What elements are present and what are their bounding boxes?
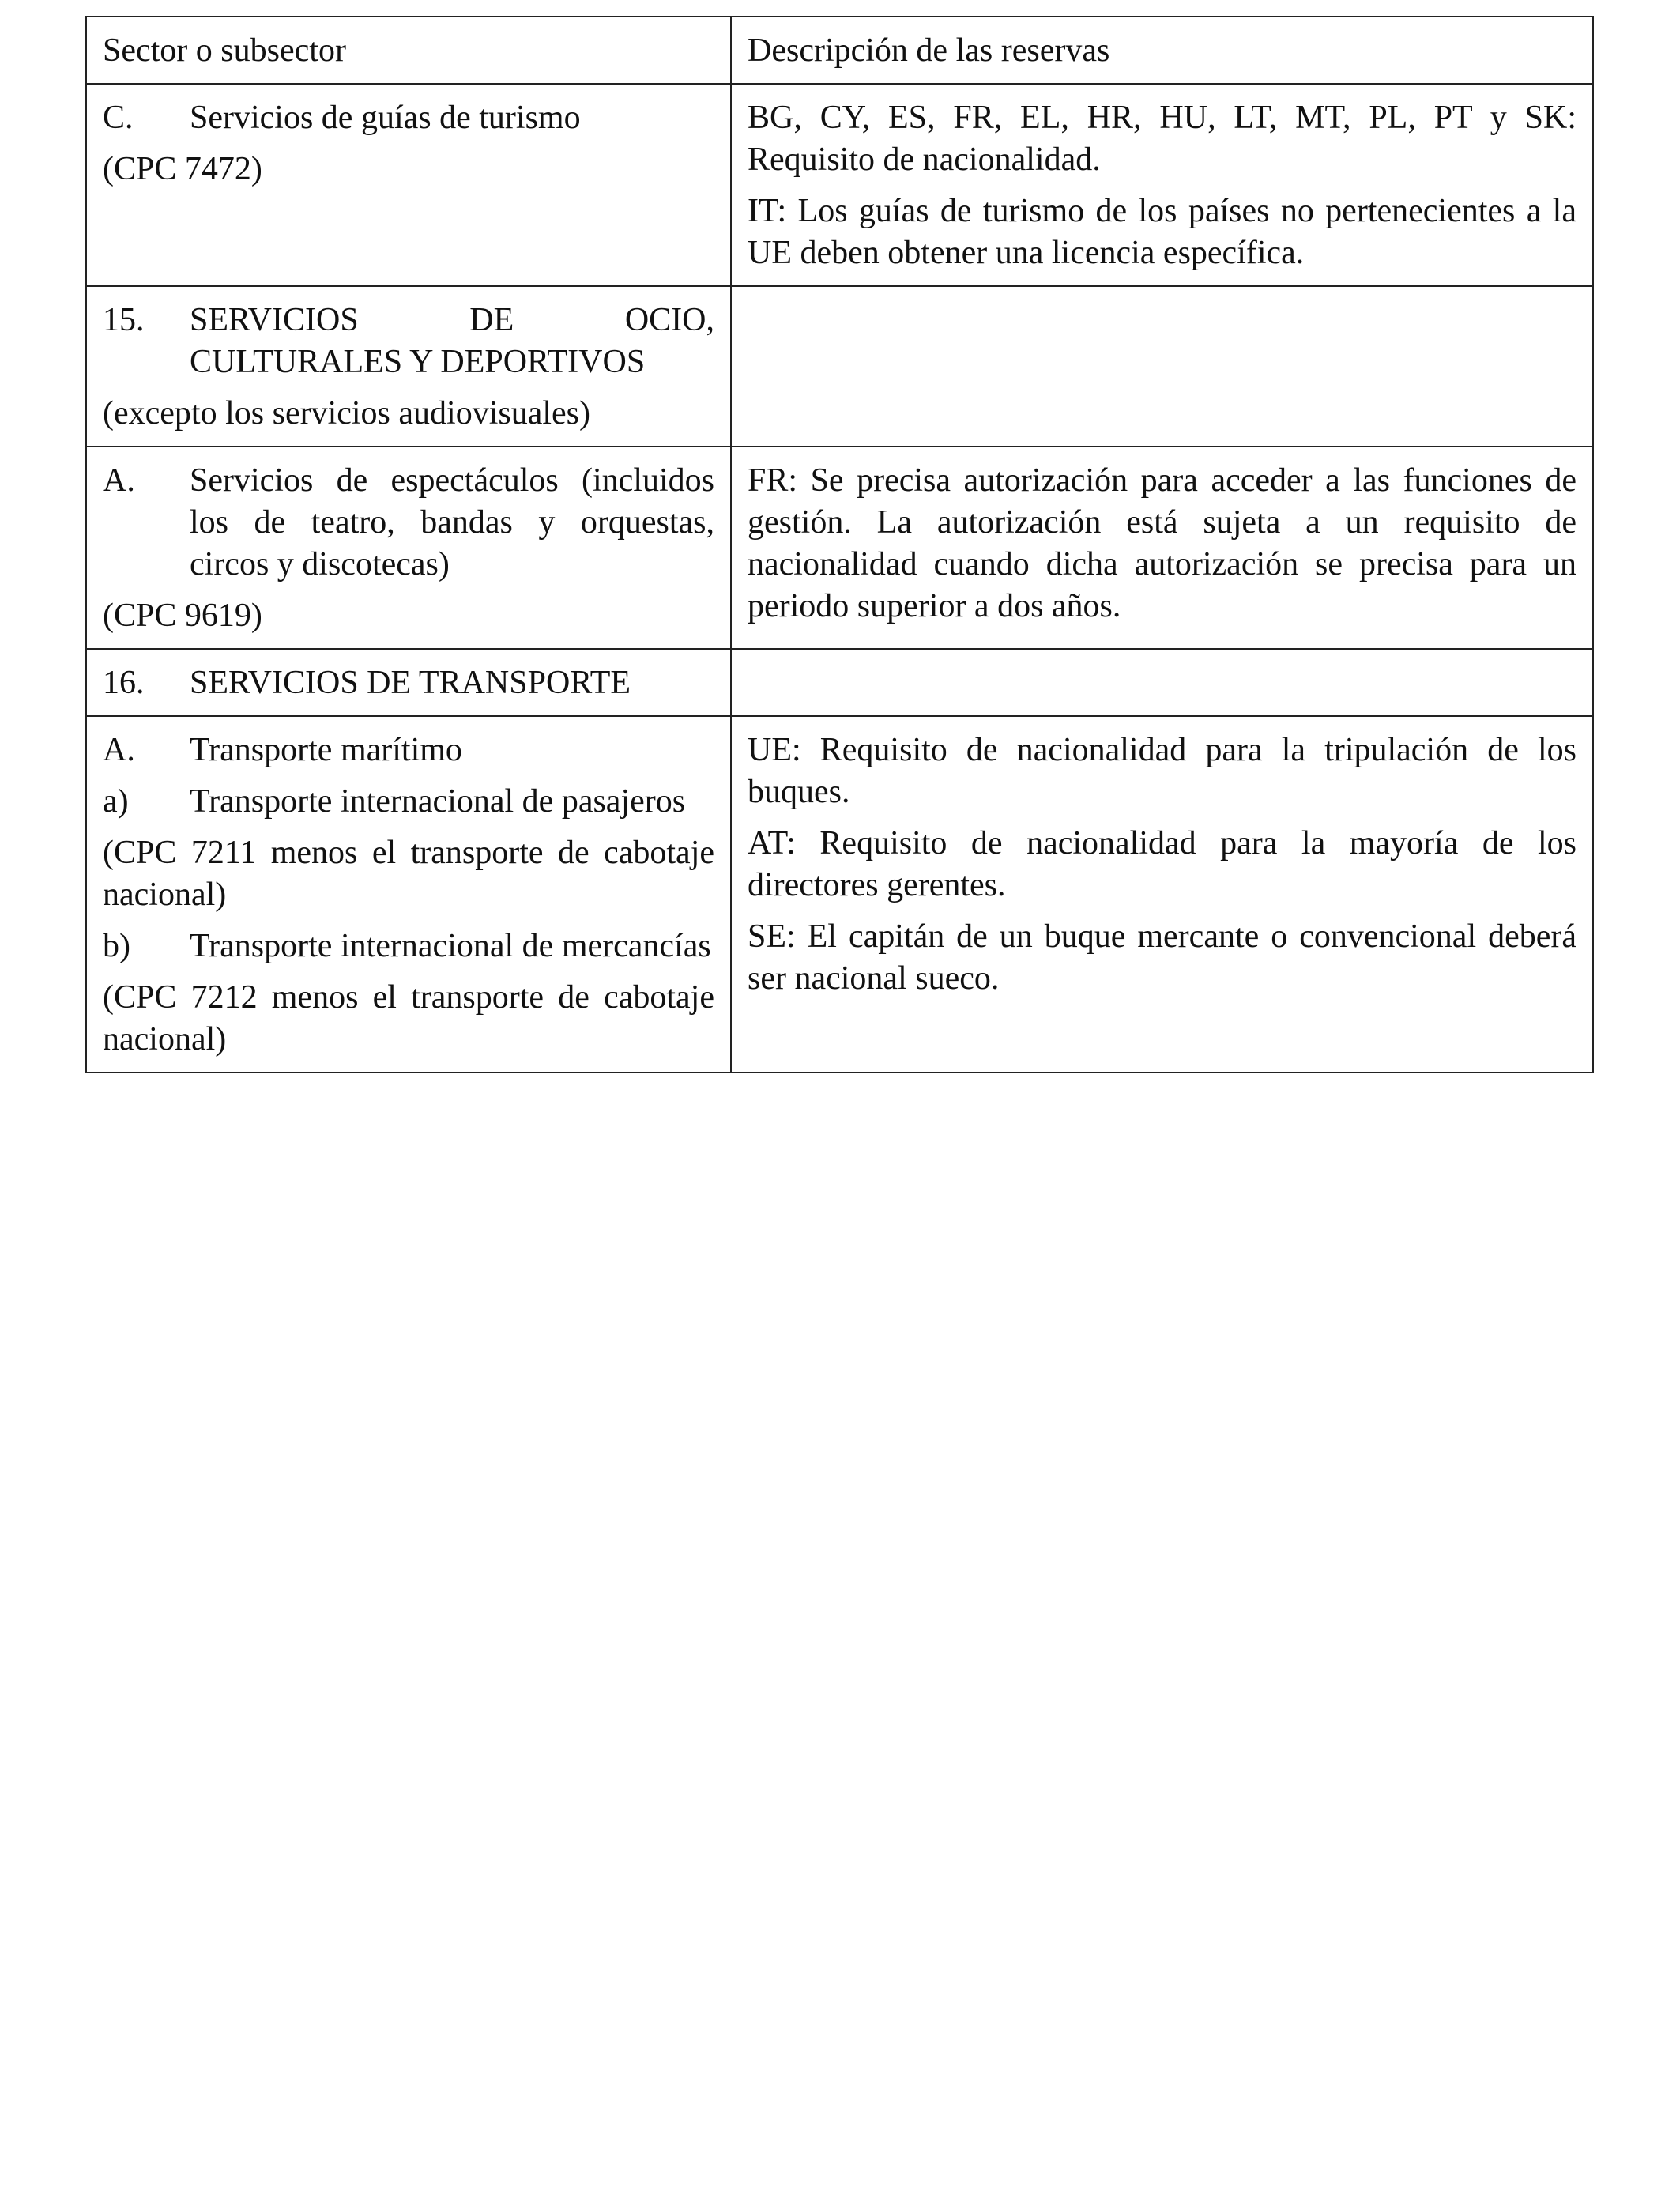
item-text: Transporte internacional de mercancías: [190, 928, 711, 964]
item-text: Servicios de guías de turismo: [190, 100, 581, 136]
description-paragraph: AT: Requisito de nacionalidad para la mayoría de los directores gerentes.: [748, 825, 1576, 903]
header-description-label: Descripción de las reservas: [748, 32, 1110, 69]
sector-note: (CPC 7472): [103, 151, 262, 187]
sector-item: [103, 97, 714, 139]
item-text: Transporte internacional de pasajeros: [190, 783, 686, 820]
table-row: [86, 649, 1593, 716]
description-paragraph: SE: El capitán de un buque mercante o convencional deberá ser nacional sueco.: [748, 918, 1576, 997]
description-paragraph: IT: Los guías de turismo de los países no pertenecientes a la UE deben obtener una licencia específica.: [748, 193, 1576, 271]
description-cell: [731, 649, 1593, 716]
description-cell: [731, 286, 1593, 447]
table-header-row: [86, 17, 1593, 84]
header-sector: [86, 17, 731, 84]
item-text: SERVICIOS DE TRANSPORTE: [190, 665, 631, 701]
description-cell: [731, 84, 1593, 286]
item-marker: C.: [103, 100, 134, 136]
sector-note: (CPC 7212 menos el transporte de cabotaje nacional): [103, 979, 714, 1057]
sector-cell: [86, 286, 731, 447]
sector-item: [103, 729, 714, 771]
sector-item: [103, 300, 714, 383]
sector-item: [103, 781, 714, 823]
sector-item: [103, 460, 714, 586]
sector-cell: [86, 447, 731, 649]
description-paragraph: UE: Requisito de nacionalidad para la tripulación de los buques.: [748, 732, 1576, 810]
item-marker: 16.: [103, 665, 145, 701]
item-text: Servicios de espectáculos (incluidos los de teatro, bandas y orquestas, circos y discotecas): [190, 462, 714, 582]
sector-cell: [86, 84, 731, 286]
sector-note: (CPC 9619): [103, 598, 262, 634]
item-marker: b): [103, 928, 130, 964]
sector-item: [103, 925, 714, 967]
table-row: [86, 716, 1593, 1072]
sector-cell: [86, 716, 731, 1072]
table-row: [86, 84, 1593, 286]
description-paragraph: BG, CY, ES, FR, EL, HR, HU, LT, MT, PL, PT y SK: Requisito de nacionalidad.: [748, 100, 1576, 178]
description-cell: [731, 447, 1593, 649]
item-text: Transporte marítimo: [190, 732, 462, 768]
sector-note: (CPC 7211 menos el transporte de cabotaje nacional): [103, 835, 714, 913]
item-marker: A.: [103, 732, 135, 768]
table-row: [86, 286, 1593, 447]
item-marker: a): [103, 783, 129, 820]
sector-cell: [86, 649, 731, 716]
header-sector-label: Sector o subsector: [103, 32, 346, 69]
sector-item: [103, 662, 714, 704]
description-paragraph: FR: Se precisa autorización para acceder a las funciones de gestión. La autorización está sujeta a un requisito de nacionalidad cuando dicha autorización se precisa para un periodo superior a dos años.: [748, 462, 1576, 624]
item-marker: A.: [103, 462, 135, 499]
sector-note: (excepto los servicios audiovisuales): [103, 395, 590, 432]
item-marker: 15.: [103, 302, 145, 338]
header-description: [731, 17, 1593, 84]
reservations-table: [85, 16, 1594, 1073]
item-text: SERVICIOS DE OCIO, CULTURALES Y DEPORTIVOS: [190, 302, 714, 380]
table-row: [86, 447, 1593, 649]
description-cell: [731, 716, 1593, 1072]
